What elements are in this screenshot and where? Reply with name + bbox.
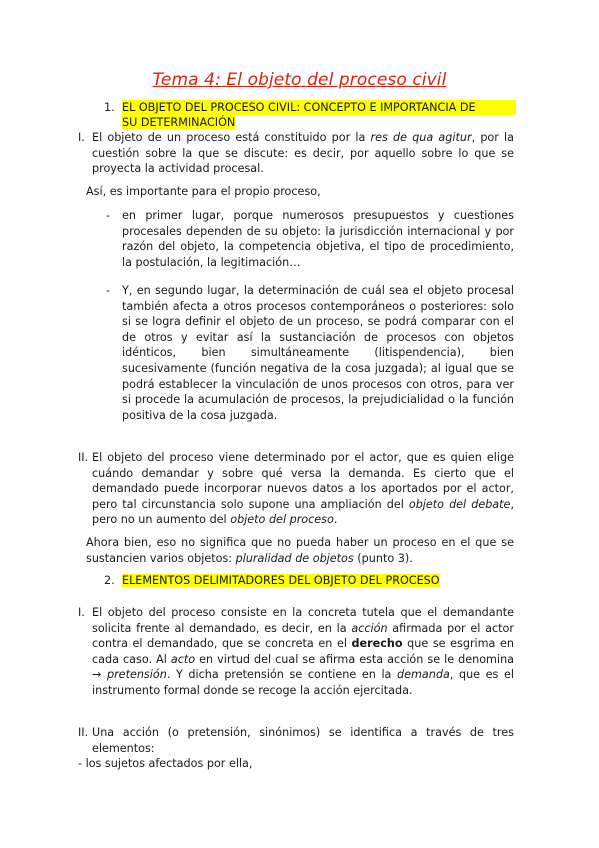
paragraph-II-marker: II. <box>78 451 89 464</box>
section-1-heading-line1: EL OBJETO DEL PROCESO CIVIL: CONCEPTO E IMPORTANCIA DE <box>122 100 516 115</box>
section-2-paragraph-II: Una acción (o pretensión, sinónimos) se identifica a través de tres elementos: <box>92 726 514 755</box>
ahora-text-c: (punto 3). <box>353 551 413 565</box>
subjects-line: - los sujetos afectados por ella, <box>78 757 253 770</box>
asi-line: Así, es importante para el propio proceso, <box>86 185 321 198</box>
s2-I-text-e: que se esgrima en cada caso. Al <box>92 637 514 666</box>
s2-I-text-i: . Y dicha pretensión se contiene en la <box>166 668 398 682</box>
paragraph-I-italic-term: res de qua agitur <box>370 131 472 144</box>
paragraph-I-marker: I. <box>78 131 85 144</box>
section-2-paragraph-I-marker: I. <box>78 606 85 619</box>
section-2-heading-text: ELEMENTOS DELIMITADORES DEL OBJETO DEL PROCESO <box>122 574 440 587</box>
s2-I-italic-demanda: demanda <box>397 668 450 682</box>
s2-I-bold-derecho: derecho <box>351 637 403 651</box>
section-2-paragraph-II-marker: II. <box>78 726 89 739</box>
paragraph-II-italic-1: objeto del debate <box>408 497 511 511</box>
s2-I-text-k: , que es el instrumento formal donde se recoge la acción ejercitada. <box>92 668 514 697</box>
section-2-heading <box>122 573 440 588</box>
s2-I-text-a: El objeto del proceso consiste en la concreta tutela que el demandante solicita frente al demandado, es decir, en la <box>92 606 514 635</box>
s2-I-text-c: afirmada por el actor contra el demandado, que se concreta en el <box>92 621 514 651</box>
bullet-2-text: Y, en segundo lugar, la determinación de cuál sea el objeto procesal también afecta a otros procesos contemporáneos o posteriores: solo si se logra definir el objeto de un proceso, se podrá comparar con el de otros y evitar así la sustanciación de procesos con objetos idénticos, bien simultáneamente (litispendencia), bien sucesivamente (función negativa de la cosa juzgada); al igual que se podrá establecer la vinculación de unos procesos con otros, para ver si procede la acumulación de procesos, la prejudicialidad o la función positiva de la cosa juzgada. <box>122 284 514 422</box>
section-1-number: 1. <box>104 101 115 114</box>
s2-I-text-g: en virtud del cual se afirma esta acción se le denomina <box>195 652 515 666</box>
bullet-1-marker: - <box>106 209 111 222</box>
paragraph-II-text-a: El objeto del proceso viene determinado por el actor, que es quien elige cuándo demandar y sobre qué versa la demanda. Es cierto que el demandado puede incorporar nuevos datos a los aportados por el actor, pero tal circunstancia solo supone una ampliación del <box>92 451 514 511</box>
paragraph-I-text-a: El objeto de un proceso está constituido por la <box>92 131 371 144</box>
bullet-1-text: en primer lugar, porque numerosos presupuestos y cuestiones procesales dependen de su objeto: la jurisdicción internacional y por razón del objeto, la competencia objetiva, el tipo de procedimiento, la postulación, la legitimación… <box>122 209 514 269</box>
ahora-paragraph <box>86 535 514 566</box>
paragraph-I-text-c: , por la cuestión sobre la que se discute: es decir, por aquello sobre lo que se proyecta la actividad procesal. <box>92 131 515 176</box>
section-1-heading-line2: SU DETERMINACIÓN <box>122 116 236 129</box>
ahora-text-a: Ahora bien, eso no significa que no pueda haber un proceso en el que se sustancien varios objetos: <box>86 536 514 565</box>
page-title: Tema 4: El objeto del proceso civil <box>152 70 447 90</box>
s2-I-italic-pretension: pretensión <box>106 668 167 682</box>
s2-I-italic-acto: acto <box>170 652 196 666</box>
section-1-heading <box>122 100 516 130</box>
paragraph-II-italic-2: objeto del proceso <box>230 513 334 527</box>
section-2-number: 2. <box>104 574 115 587</box>
paragraph-I <box>92 130 514 177</box>
paragraph-II-text-c: , pero no un aumento del <box>92 497 514 527</box>
paragraph-II <box>92 450 514 528</box>
ahora-italic: pluralidad de objetos <box>235 551 354 565</box>
s2-I-italic-accion: acción <box>351 621 388 635</box>
paragraph-II-text-e: . <box>333 513 338 527</box>
right-arrow-icon: → <box>92 668 102 682</box>
bullet-2-marker: - <box>106 284 111 297</box>
section-2-paragraph-I <box>92 605 514 699</box>
